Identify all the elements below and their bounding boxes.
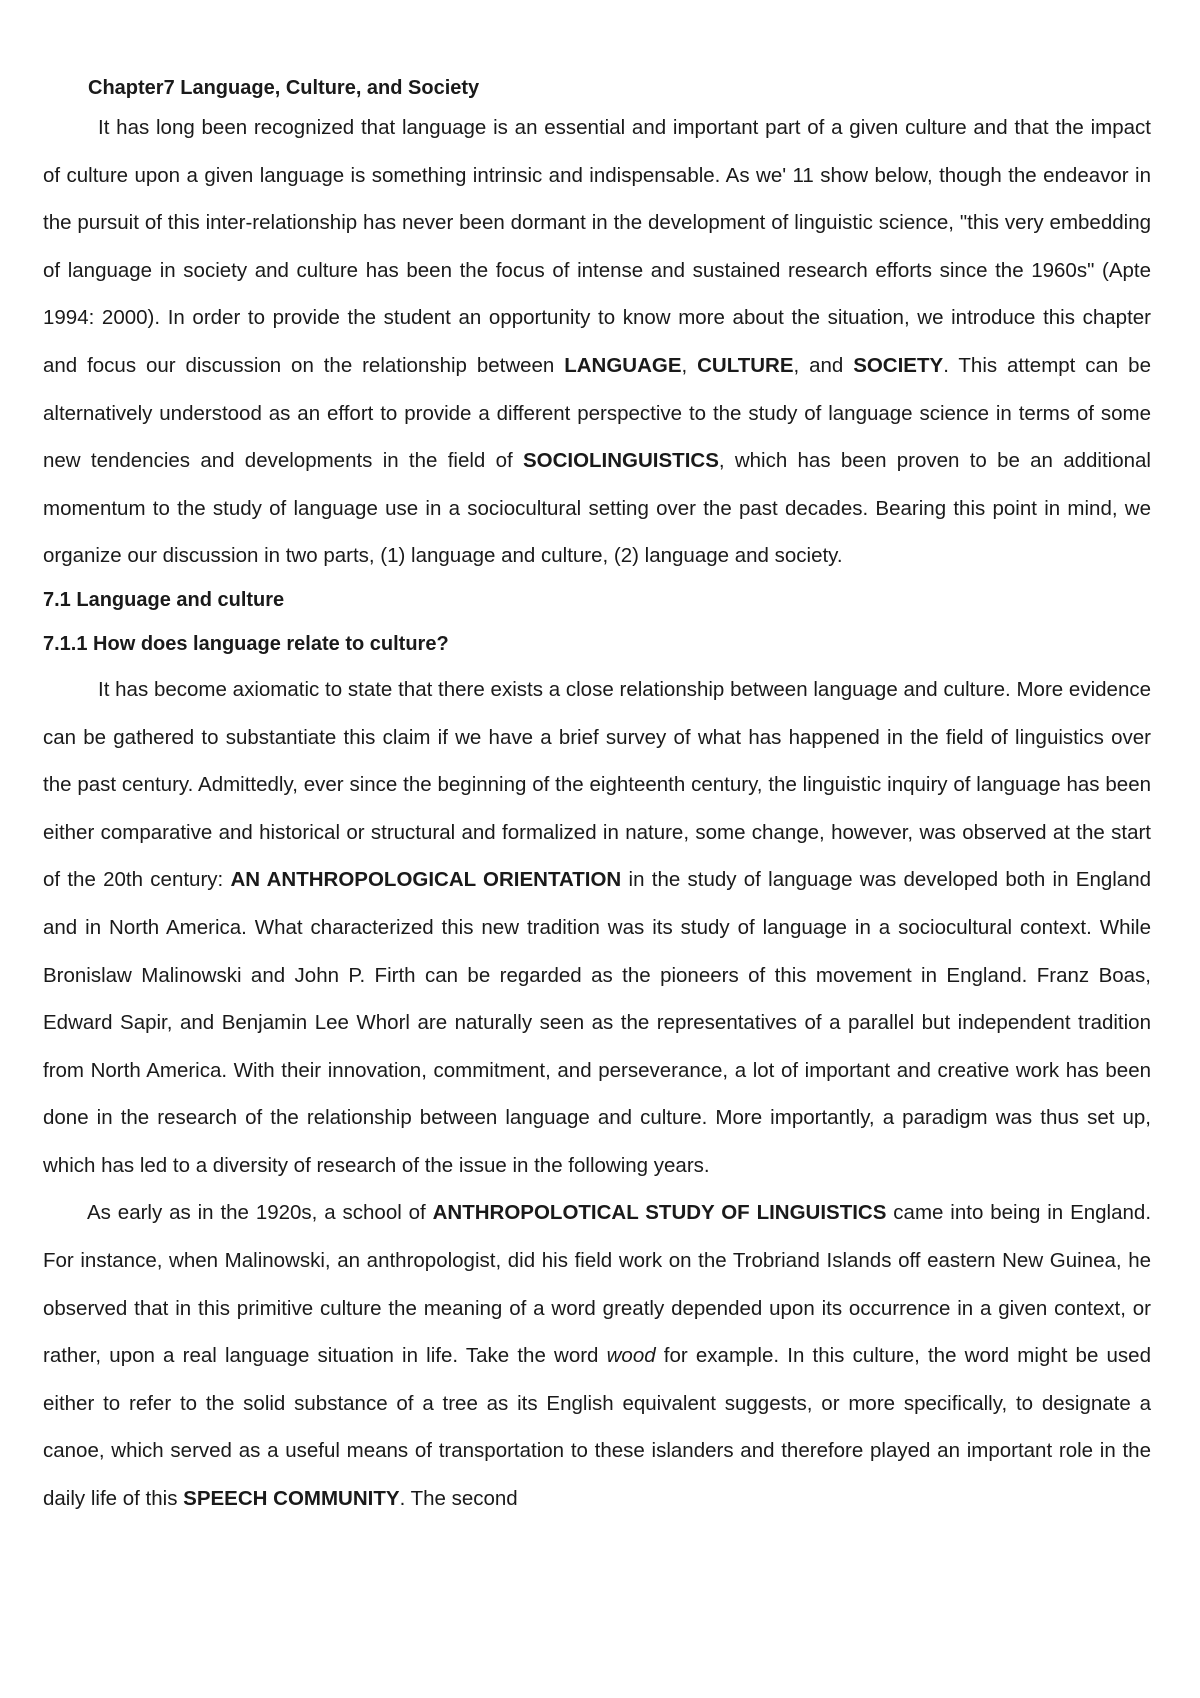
bold-term: SOCIETY xyxy=(853,353,944,377)
text-run: It has become axiomatic to state that there exists a close relationship between language and culture. More evidence can be gathered to substantiate this claim if we have a brief survey of what has happened in the field of linguistics over the past century. Admittedly, ever since the beginning of the eighteenth century, the linguistic inquiry of language has been either comparative and historical or structural and formalized in nature, some change, however, was observed at the start of the 20th century: xyxy=(43,677,1151,892)
text-run: . The second xyxy=(399,1487,518,1511)
document-page xyxy=(43,72,1151,1523)
bold-term: ANTHROPOLOTICAL STUDY OF LINGUISTICS xyxy=(432,1201,887,1225)
bold-term: AN ANTHROPOLOGICAL ORIENTATION xyxy=(230,868,622,892)
bold-term: LANGUAGE xyxy=(564,353,682,377)
text-run: , xyxy=(681,353,698,377)
subsection-heading: 7.1.1 How does language relate to culture? xyxy=(43,632,449,655)
italic-term: wood xyxy=(606,1344,656,1368)
text-run: . This attempt can be alternatively understood as an effort to provide a different perspective to the study of language science in terms of some new tendencies and developments in the field of xyxy=(43,353,1151,473)
section-heading: 7.1 Language and culture xyxy=(43,588,285,611)
chapter-title: Chapter7 Language, Culture, and Society xyxy=(88,77,480,99)
paragraph-body xyxy=(43,1189,1151,1522)
text-run: It has long been recognized that language is an essential and important part of a given culture and that the impact of culture upon a given language is something intrinsic and indispensable. As we' 11 show below, though the endeavor in the pursuit of this inter-relationship has never been dormant in the development of linguistic science, "this very embedding of language in society and culture has been the focus of intense and sustained research efforts since the 1960s" (Apte 1994: 2000). In order to provide the student an opportunity to know more about the situation, we introduce this chapter and focus our discussion on the relationship between xyxy=(43,116,1151,377)
bold-term: SOCIOLINGUISTICS xyxy=(522,449,719,473)
text-run: for example. In this culture, the word might be used either to refer to the solid substance of a tree as its English equivalent suggests, or more specifically, to designate a canoe, which served as a useful means of transportation to these islanders and therefore played an important role in the daily life of this xyxy=(43,1344,1151,1511)
text-run: came into being in England. For instance, when Malinowski, an anthropologist, did his field work on the Trobriand Islands off eastern New Guinea, he observed that in this primitive culture the meaning of a word greatly depended upon its occurrence in a given context, or rather, upon a real language situation in life. Take the word xyxy=(43,1201,1152,1368)
text-run: As early as in the 1920s, a school of xyxy=(87,1201,433,1225)
paragraph-body xyxy=(43,666,1151,1190)
text-run: , and xyxy=(793,353,854,377)
bold-term: CULTURE xyxy=(697,353,794,377)
paragraph-intro xyxy=(43,104,1151,580)
text-run: , which has been proven to be an additional momentum to the study of language use in a sociocultural setting over the past decades. Bearing this point in mind, we organize our discussion in two parts, (1) language and culture, (2) language and society. xyxy=(43,449,1151,568)
text-run: in the study of language was developed both in England and in North America. What characterized this new tradition was its study of language in a sociocultural context. While Bronislaw Malinowski and John P. Firth can be regarded as the pioneers of this movement in England. Franz Boas, Edward Sapir, and Benjamin Lee Whorl are naturally seen as the representatives of a parallel but independent tradition from North America. With their innovation, commitment, and perseverance, a lot of important and creative work has been done in the research of the relationship between language and culture. More importantly, a paradigm was thus set up, which has led to a diversity of research of the issue in the following years. xyxy=(43,868,1152,1177)
bold-term: SPEECH COMMUNITY xyxy=(183,1487,400,1511)
